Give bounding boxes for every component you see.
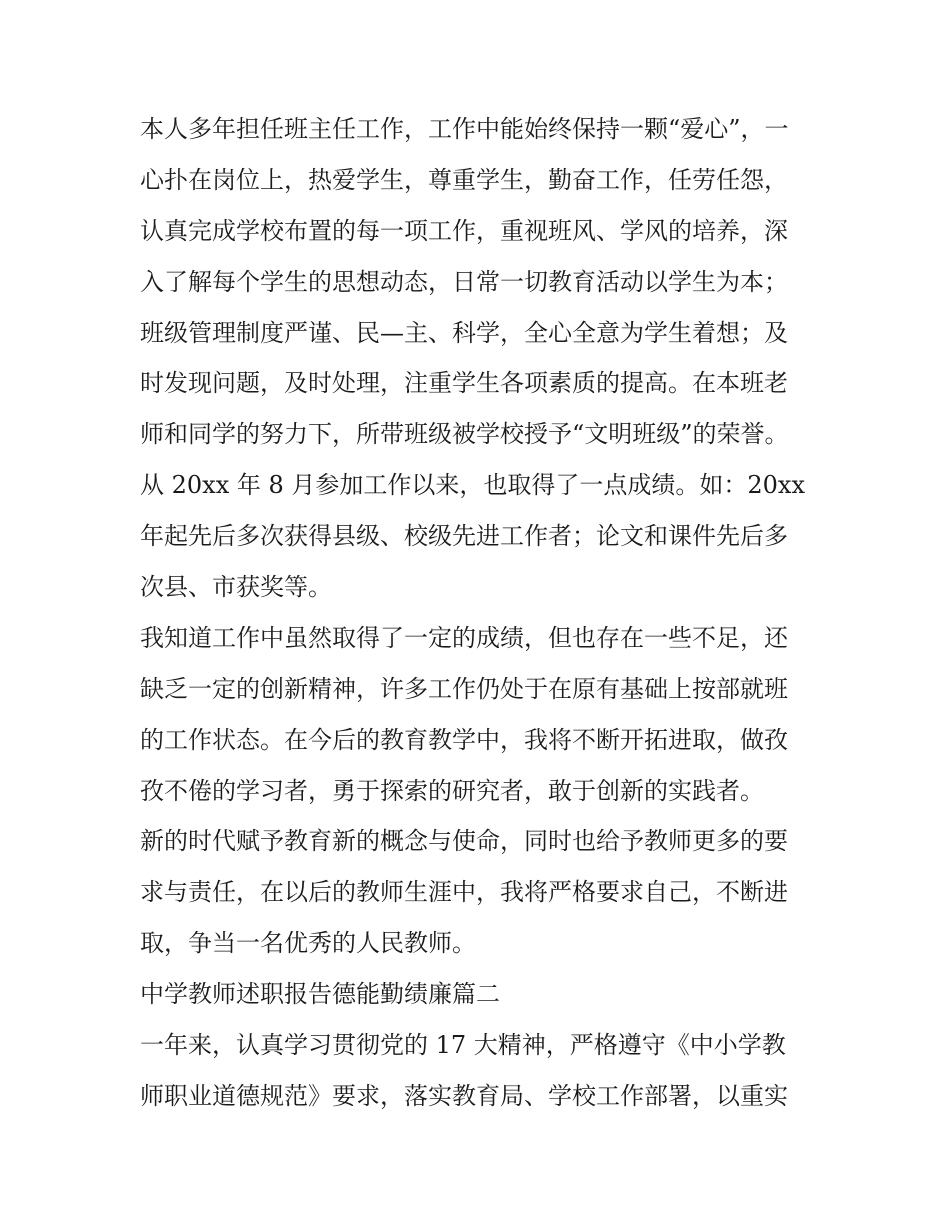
section-heading: 中学教师述职报告德能勤绩廉篇二 bbox=[140, 980, 500, 1009]
text-line-8: 从 20xx 年 8 月参加工作以来，也取得了一点成绩。如：20xx bbox=[140, 471, 806, 500]
text-line-6: 时发现问题，及时处理，注重学生各项素质的提高。在本班老 bbox=[140, 369, 788, 398]
text-line-16: 求与责任，在以后的教师生涯中，我将严格要求自己，不断进 bbox=[140, 878, 788, 907]
text-line-1: 本人多年担任班主任工作，工作中能始终保持一颗“爱心”，一 bbox=[140, 115, 789, 143]
text-line-15: 新的时代赋予教育新的概念与使命，同时也给予教师更多的要 bbox=[140, 827, 788, 856]
text-line-19: 一年来，认真学习贯彻党的 17 大精神，严格遵守《中小学教 bbox=[140, 1031, 786, 1060]
text-line-10: 次县、市获奖等。 bbox=[140, 573, 332, 602]
text-line-2: 心扑在岗位上，热爱学生，尊重学生，勤奋工作，任劳任怨， bbox=[140, 165, 788, 194]
document-body bbox=[140, 104, 820, 1122]
text-line-5: 班级管理制度严谨、民—主、科学，全心全意为学生着想；及 bbox=[140, 318, 788, 347]
text-line-4: 入了解每个学生的思想动态，日常一切教育活动以学生为本； bbox=[140, 267, 788, 296]
text-line-12: 缺乏一定的创新精神，许多工作仍处于在原有基础上按部就班 bbox=[140, 674, 788, 703]
text-line-14: 孜不倦的学习者，勇于探索的研究者，敢于创新的实践者。 bbox=[140, 776, 764, 805]
text-line-7: 师和同学的努力下，所带班级被学校授予“文明班级”的荣誉。 bbox=[140, 420, 789, 449]
text-line-3: 认真完成学校布置的每一项工作，重视班风、学风的培养，深 bbox=[140, 216, 788, 245]
text-line-11: 我知道工作中虽然取得了一定的成绩，但也存在一些不足，还 bbox=[140, 623, 788, 652]
text-line-9: 年起先后多次获得县级、校级先进工作者；论文和课件先后多 bbox=[140, 522, 788, 551]
text-line-17: 取，争当一名优秀的人民教师。 bbox=[140, 929, 476, 958]
text-line-20: 师职业道德规范》要求，落实教育局、学校工作部署，以重实 bbox=[140, 1081, 788, 1110]
text-line-13: 的工作状态。在今后的教育教学中，我将不断开拓进取，做孜 bbox=[140, 725, 788, 754]
